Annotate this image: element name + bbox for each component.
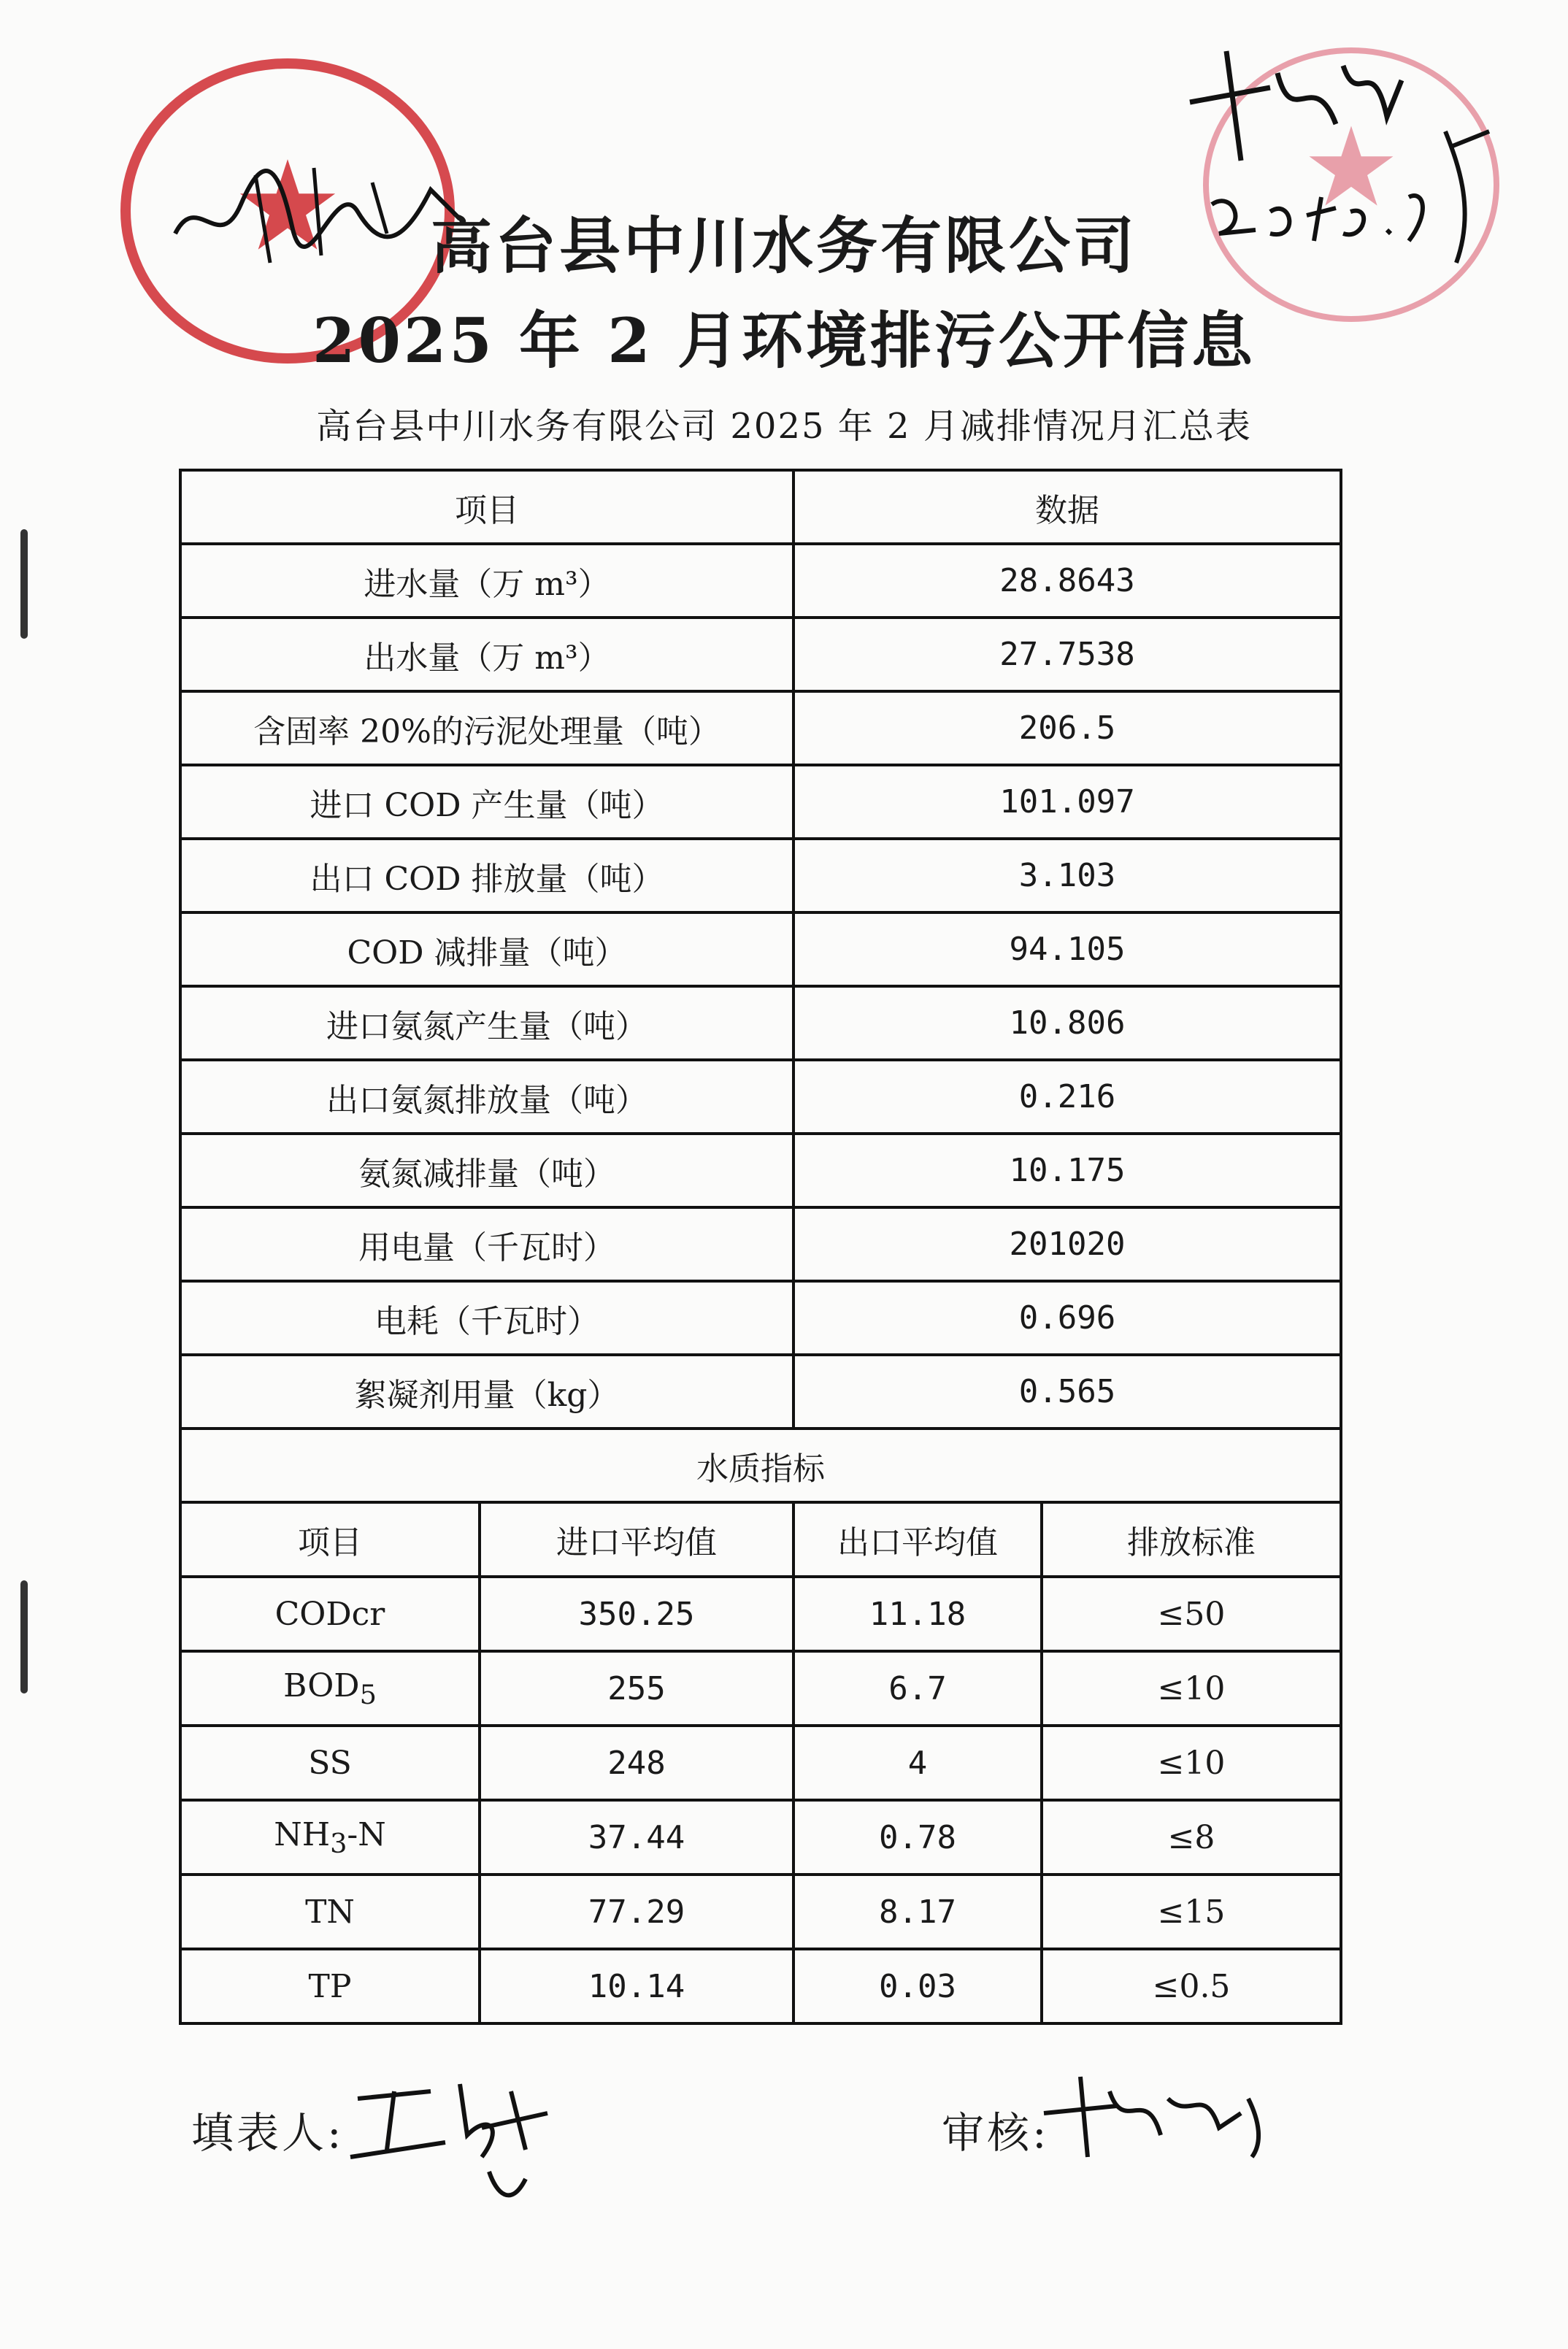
wq-inlet: 255: [480, 1651, 793, 1726]
wq-item: [180, 1800, 480, 1875]
wq-standard: ≤15: [1042, 1875, 1341, 1949]
wq-inlet: 350.25: [480, 1577, 793, 1651]
row-value: 94.105: [793, 912, 1341, 986]
header-item: 项目: [180, 470, 793, 544]
table-row: [180, 1651, 1341, 1726]
table-row: [180, 1577, 1341, 1651]
row-label: COD 减排量（吨）: [180, 912, 793, 986]
table-row: [180, 1281, 1341, 1355]
binder-hole-bottom: [20, 1580, 28, 1693]
wq-item: TP: [180, 1949, 480, 2023]
wq-standard: ≤10: [1042, 1651, 1341, 1726]
row-label: 进口氨氮产生量（吨）: [180, 986, 793, 1060]
wq-item-sub: 3: [330, 1827, 347, 1859]
row-label: 出水量（万 m³）: [180, 618, 793, 691]
emission-summary-table: [179, 469, 1342, 2025]
wq-item: SS: [180, 1726, 480, 1800]
wq-standard: ≤8: [1042, 1800, 1341, 1875]
row-label: 氨氮减排量（吨）: [180, 1134, 793, 1207]
wq-inlet: 248: [480, 1726, 793, 1800]
table-row: [180, 544, 1341, 618]
wq-outlet: 0.03: [793, 1949, 1042, 2023]
water-quality-header-row: [180, 1502, 1341, 1577]
row-value: 27.7538: [793, 618, 1341, 691]
row-value: 0.216: [793, 1060, 1341, 1134]
row-value: 0.565: [793, 1355, 1341, 1429]
wq-header-outlet: 出口平均值: [793, 1502, 1042, 1577]
wq-outlet: 8.17: [793, 1875, 1042, 1949]
wq-standard: ≤10: [1042, 1726, 1341, 1800]
row-label: 进口 COD 产生量（吨）: [180, 765, 793, 839]
wq-outlet: 4: [793, 1726, 1042, 1800]
reviewer-label: 审核:: [942, 2108, 1050, 2158]
document-title: 高台县中川水务有限公司: [430, 209, 1137, 282]
table-row: [180, 765, 1341, 839]
header-data: 数据: [793, 470, 1341, 544]
table-row: [180, 1207, 1341, 1281]
reviewer-signature: [1037, 2069, 1270, 2172]
wq-header-inlet: 进口平均值: [480, 1502, 793, 1577]
table-row: [180, 1726, 1341, 1800]
row-value: 10.175: [793, 1134, 1341, 1207]
table-row: [180, 986, 1341, 1060]
row-value: 206.5: [793, 691, 1341, 765]
wq-outlet: 11.18: [793, 1577, 1042, 1651]
wq-item: [180, 1651, 480, 1726]
row-label: 电耗（千瓦时）: [180, 1281, 793, 1355]
row-label: 絮凝剂用量（kg）: [180, 1355, 793, 1429]
row-value: 101.097: [793, 765, 1341, 839]
table-row: [180, 1949, 1341, 2023]
row-label: 出口 COD 排放量（吨）: [180, 839, 793, 912]
table-row: [180, 1875, 1341, 1949]
wq-outlet: 0.78: [793, 1800, 1042, 1875]
wq-item-main: BOD: [283, 1666, 360, 1704]
table-row: [180, 691, 1341, 765]
wq-item: CODcr: [180, 1577, 480, 1651]
filler-signature: [343, 2069, 562, 2215]
table-row: [180, 1355, 1341, 1429]
stamp-star-icon: ★: [1302, 104, 1401, 231]
wq-item-sub: 5: [359, 1678, 377, 1710]
wq-inlet: 37.44: [480, 1800, 793, 1875]
row-value: 201020: [793, 1207, 1341, 1281]
wq-header-item: 项目: [180, 1502, 480, 1577]
table-row: [180, 839, 1341, 912]
table-row: [180, 1060, 1341, 1134]
row-label: 用电量（千瓦时）: [180, 1207, 793, 1281]
table-caption: 高台县中川水务有限公司 2025 年 2 月减排情况月汇总表: [316, 406, 1252, 447]
row-value: 0.696: [793, 1281, 1341, 1355]
row-value: 10.806: [793, 986, 1341, 1060]
row-label: 进水量（万 m³）: [180, 544, 793, 618]
water-quality-section-title: 水质指标: [180, 1429, 1341, 1502]
wq-inlet: 10.14: [480, 1949, 793, 2023]
table-row: [180, 1800, 1341, 1875]
wq-inlet: 77.29: [480, 1875, 793, 1949]
wq-header-standard: 排放标准: [1042, 1502, 1341, 1577]
table-row: [180, 1134, 1341, 1207]
row-label: 出口氨氮排放量（吨）: [180, 1060, 793, 1134]
wq-outlet: 6.7: [793, 1651, 1042, 1726]
wq-item-post: -N: [347, 1815, 386, 1853]
table-row: [180, 618, 1341, 691]
filler-label: 填表人:: [191, 2108, 345, 2158]
row-value: 3.103: [793, 839, 1341, 912]
table-row: [180, 912, 1341, 986]
wq-item: TN: [180, 1875, 480, 1949]
row-value: 28.8643: [793, 544, 1341, 618]
binder-hole-top: [20, 529, 28, 639]
wq-standard: ≤50: [1042, 1577, 1341, 1651]
document-subtitle-period: 2025 年 2 月环境排污公开信息: [312, 304, 1256, 377]
wq-standard: ≤0.5: [1042, 1949, 1341, 2023]
wq-item-pre: NH: [274, 1815, 331, 1853]
row-label: 含固率 20%的污泥处理量（吨）: [180, 691, 793, 765]
water-quality-section-row: [180, 1429, 1341, 1502]
summary-header-row: [180, 470, 1341, 544]
stamp-star-icon: ★: [231, 134, 344, 279]
